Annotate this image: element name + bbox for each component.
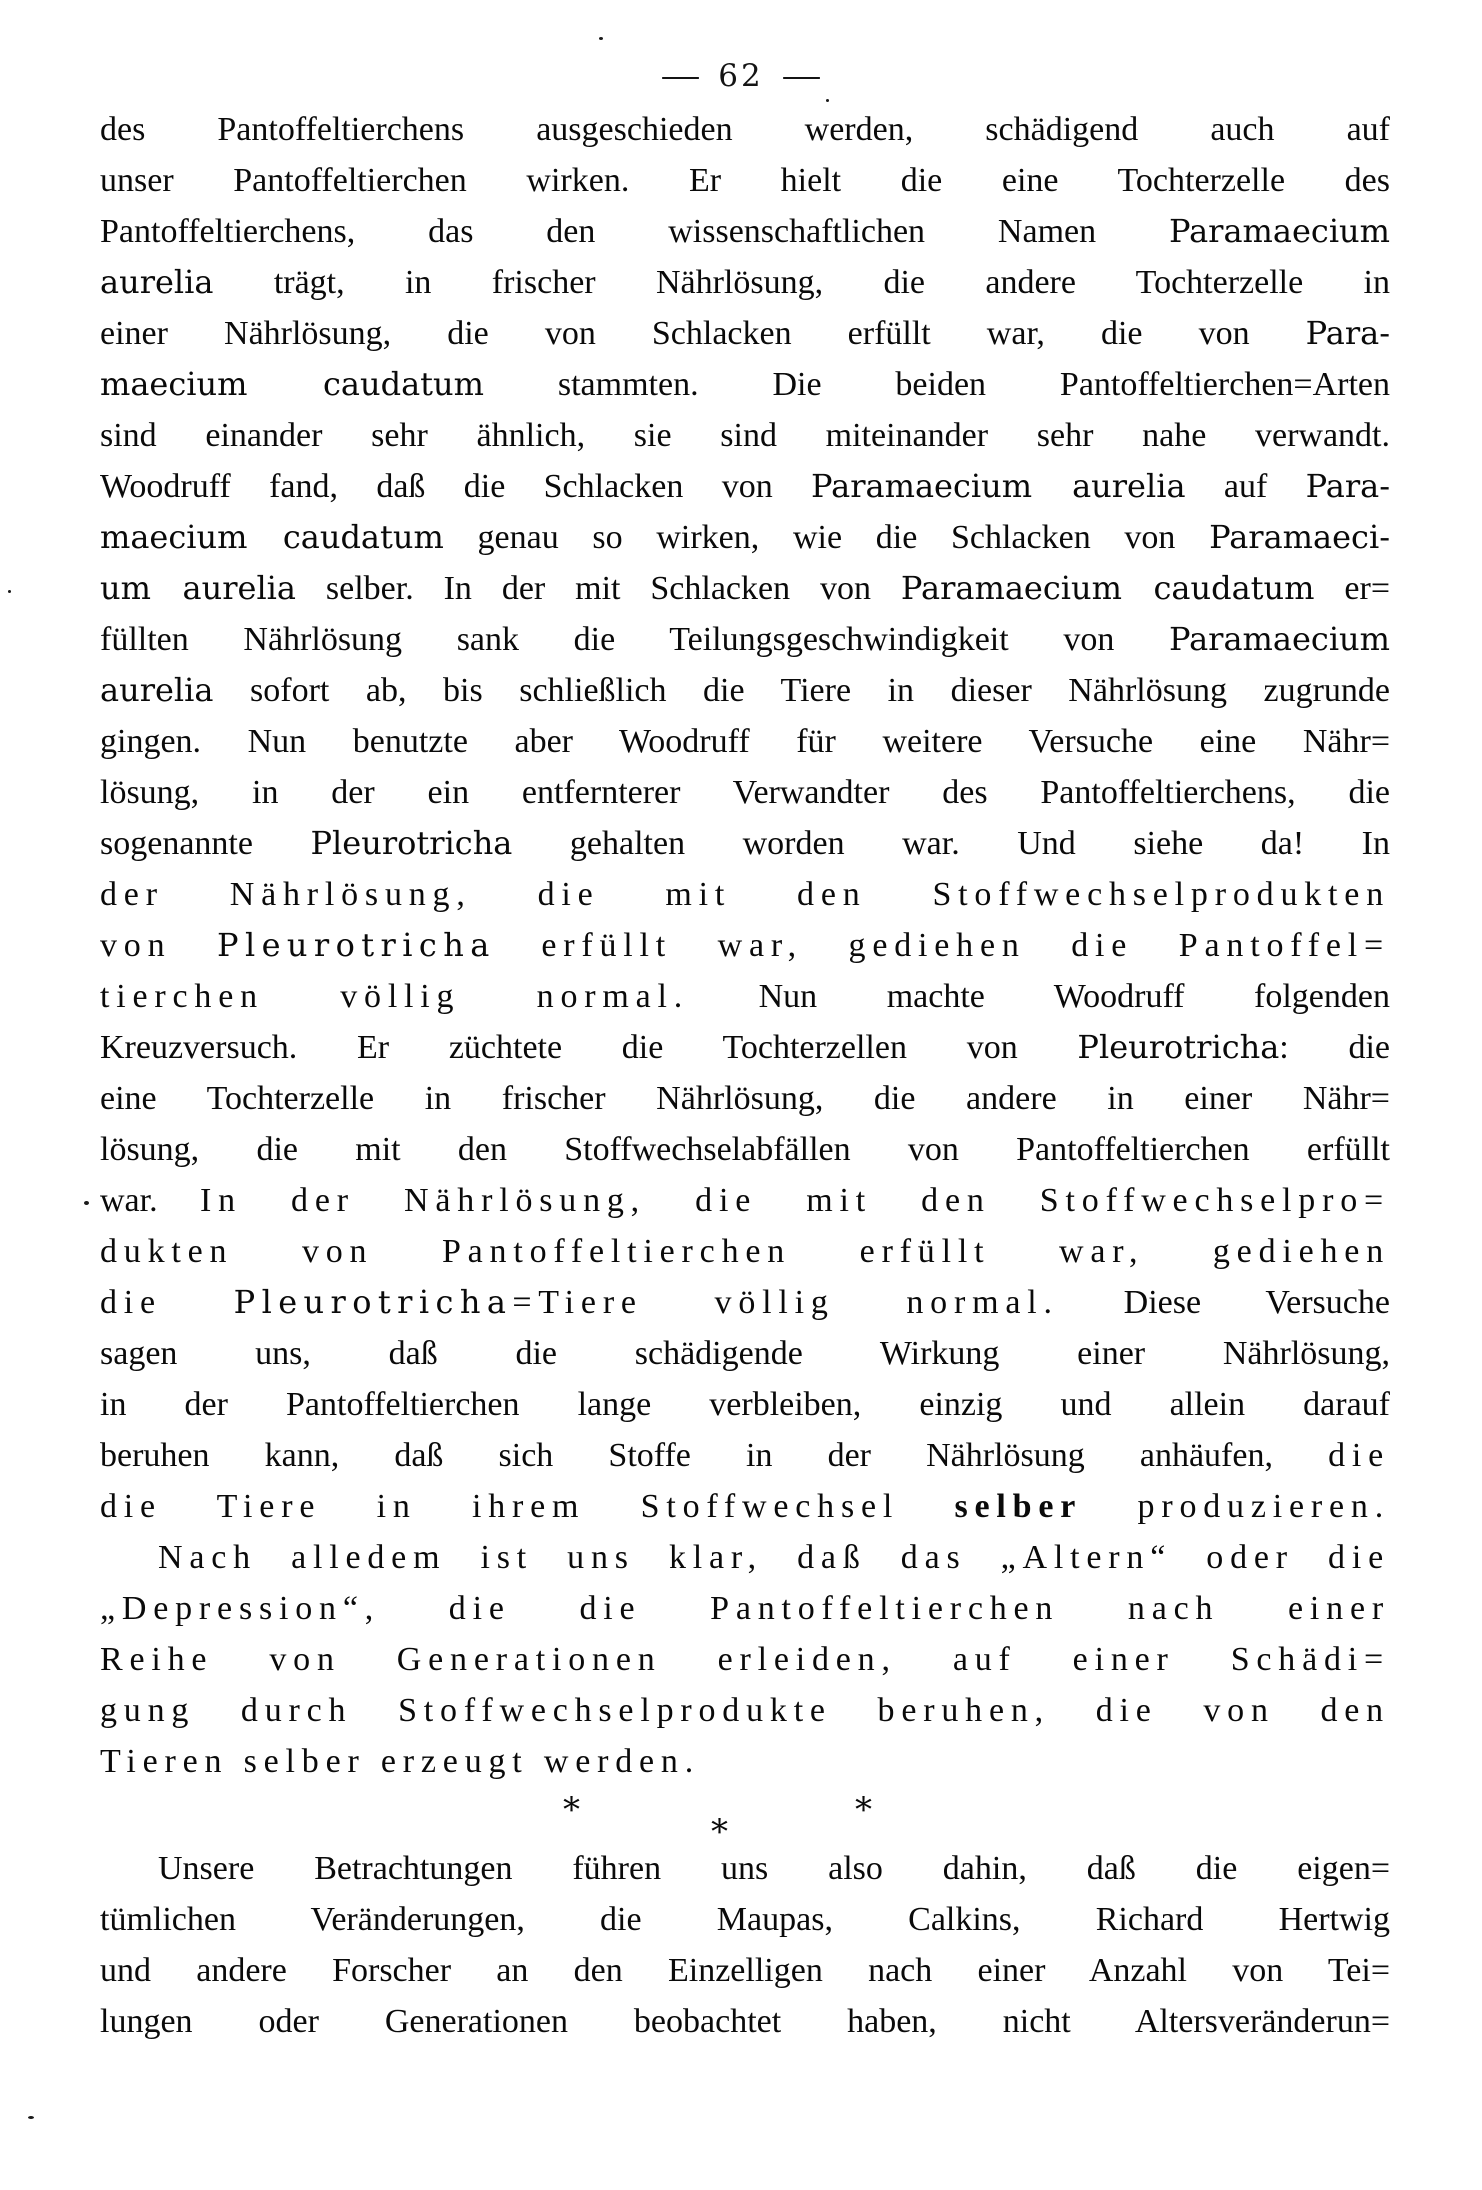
text-segment: Pleurotricha — [217, 926, 496, 964]
text-segment: in der Pantoffeltierchen lange verbleiben, einzig und allein darauf — [100, 1386, 1390, 1423]
text-segment: Paramaecium caudatum — [900, 569, 1315, 607]
text-segment: : die — [1279, 1029, 1390, 1066]
text-line — [100, 359, 1390, 410]
text-flow — [100, 104, 1390, 2047]
text-segment: stammten. Die beiden Pantoffeltierchen=Arten — [484, 366, 1390, 403]
text-segment: Nun machte Woodruff folgenden — [689, 978, 1390, 1015]
text-segment: lösung, in der ein entfernterer Verwandter des Pantoffeltierchens, die — [100, 774, 1390, 811]
text-segment: war. — [100, 1182, 200, 1219]
text-segment: gehalten worden war. Und siehe da! In — [512, 825, 1390, 862]
text-line — [100, 614, 1390, 665]
text-segment: Tieren selber erzeugt werden. — [100, 1743, 701, 1780]
page-header — [0, 58, 1482, 94]
text-line — [100, 512, 1390, 563]
text-line — [100, 971, 1390, 1022]
text-segment: Para- — [1305, 314, 1390, 352]
text-line — [100, 920, 1390, 971]
text-segment: Paramaecium aurelia — [811, 467, 1186, 505]
text-line — [100, 1175, 1390, 1226]
asterisk-glyph: * — [855, 1790, 872, 1830]
text-segment: Pleurotricha — [310, 824, 513, 862]
scan-speck — [28, 2116, 34, 2119]
text-segment: der Nährlösung, die mit den Stoffwechselprodukten — [100, 876, 1390, 913]
text-segment: Paramaecium — [1168, 620, 1390, 658]
text-segment: aurelia — [100, 263, 214, 301]
text-line — [100, 1894, 1390, 1945]
asterism-separator — [100, 1787, 1390, 1852]
text-line — [100, 461, 1390, 512]
text-segment: um aurelia — [100, 569, 296, 607]
paragraph — [100, 1532, 1390, 1787]
text-segment: aurelia — [100, 671, 214, 709]
text-segment: auf — [1185, 468, 1306, 505]
text-line — [100, 1430, 1390, 1481]
text-line — [100, 410, 1390, 461]
text-segment: Woodruff fand, daß die Schlacken von — [100, 468, 812, 505]
header-dash-right: — — [781, 58, 822, 94]
text-line — [100, 206, 1390, 257]
text-segment: die — [1328, 1437, 1390, 1474]
text-line — [100, 1226, 1390, 1277]
text-line — [100, 818, 1390, 869]
text-line — [100, 767, 1390, 818]
text-line — [100, 1379, 1390, 1430]
paragraph — [100, 104, 1390, 1532]
text-line — [100, 1532, 1390, 1583]
text-line — [100, 1481, 1390, 1532]
text-segment: erfüllt war, gediehen die Pantoffel= — [495, 927, 1390, 964]
text-line — [100, 563, 1390, 614]
text-segment: genau so wirken, wie die Schlacken von — [443, 519, 1210, 556]
asterisk-glyph: * — [711, 1812, 728, 1852]
text-segment: maecium caudatum — [100, 365, 484, 403]
asterisk-glyph: * — [563, 1790, 580, 1830]
text-line — [100, 869, 1390, 920]
text-segment: gingen. Nun benutzte aber Woodruff für weitere Versuche eine Nähr= — [100, 723, 1390, 760]
text-segment: Reihe von Generationen erleiden, auf einer Schädi= — [100, 1641, 1390, 1678]
text-segment: Pleurotricha — [233, 1283, 513, 1321]
header-dash-left: — — [660, 58, 701, 94]
scan-speck — [8, 590, 11, 593]
text-segment: die — [100, 1284, 234, 1321]
text-segment: Paramaecium — [1168, 212, 1390, 250]
scan-speck — [84, 1201, 89, 1205]
paragraph — [100, 1843, 1390, 2047]
text-segment: lungen oder Generationen beobachtet haben, nicht Altersveränderun= — [100, 2003, 1390, 2040]
text-line — [100, 1996, 1390, 2047]
text-segment: selber — [954, 1488, 1083, 1525]
text-line — [100, 1022, 1390, 1073]
text-segment: tierchen völlig normal. — [100, 978, 690, 1015]
text-segment: selber. In der mit Schlacken von — [296, 570, 901, 607]
text-segment: die Tiere in ihrem Stoffwechsel — [100, 1488, 955, 1525]
text-segment: Kreuzversuch. Er züchtete die Tochterzellen von — [100, 1029, 1078, 1066]
text-segment: Pleurotricha — [1077, 1028, 1280, 1066]
text-segment: lösung, die mit den Stoffwechselabfällen von Pantoffeltierchen erfüllt — [100, 1131, 1390, 1168]
text-segment: sagen uns, daß die schädigende Wirkung einer Nährlösung, — [100, 1335, 1390, 1372]
text-segment: Diese Versuche — [1058, 1284, 1390, 1321]
text-segment: eine Tochterzelle in frischer Nährlösung, die andere in einer Nähr= — [100, 1080, 1390, 1117]
text-segment: Unsere Betrachtungen führen uns also dahin, daß die eigen= — [158, 1850, 1390, 1887]
text-segment: Para- — [1305, 467, 1390, 505]
text-segment: er= — [1314, 570, 1390, 607]
text-line — [100, 257, 1390, 308]
text-segment: beruhen kann, daß sich Stoffe in der Nährlösung anhäufen, — [100, 1437, 1329, 1474]
scan-speck — [826, 99, 829, 102]
text-segment: sofort ab, bis schließlich die Tiere in dieser Nährlösung zugrunde — [213, 672, 1390, 709]
text-line — [100, 155, 1390, 206]
text-line — [100, 665, 1390, 716]
page-number: 62 — [718, 58, 764, 94]
text-segment: „Depression“, die die Pantoffeltierchen nach einer — [100, 1590, 1390, 1627]
text-segment: von — [100, 927, 218, 964]
text-segment: trägt, in frischer Nährlösung, die andere Tochterzelle in — [213, 264, 1390, 301]
text-segment: maecium caudatum — [100, 518, 444, 556]
text-segment: füllten Nährlösung sank die Teilungsgeschwindigkeit von — [100, 621, 1169, 658]
text-segment: einer Nährlösung, die von Schlacken erfüllt war, die von — [100, 315, 1306, 352]
text-line — [100, 308, 1390, 359]
text-segment: des Pantoffeltierchens ausgeschieden werden, schädigend auch auf — [100, 111, 1390, 148]
scan-speck — [599, 37, 603, 40]
text-segment: sind einander sehr ähnlich, sie sind miteinander sehr nahe verwandt. — [100, 417, 1390, 454]
text-line — [100, 1843, 1390, 1894]
text-segment: tümlichen Veränderungen, die Maupas, Calkins, Richard Hertwig — [100, 1901, 1390, 1938]
text-segment: Paramaeci- — [1209, 518, 1390, 556]
text-segment: gung durch Stoffwechselprodukte beruhen, die von den — [100, 1692, 1390, 1729]
text-line — [100, 1945, 1390, 1996]
text-segment: Nach alledem ist uns klar, daß das „Altern“ oder die — [158, 1539, 1390, 1576]
text-segment: =Tiere völlig normal. — [512, 1284, 1059, 1321]
text-line — [100, 104, 1390, 155]
text-segment: unser Pantoffeltierchen wirken. Er hielt die eine Tochterzelle des — [100, 162, 1390, 199]
text-segment: Pantoffeltierchens, das den wissenschaftlichen Namen — [100, 213, 1169, 250]
text-segment: produzieren. — [1082, 1488, 1390, 1525]
text-segment: sogenannte — [100, 825, 311, 862]
text-line — [100, 1685, 1390, 1736]
text-segment: dukten von Pantoffeltierchen erfüllt war, gediehen — [100, 1233, 1390, 1270]
text-line — [100, 1583, 1390, 1634]
text-line — [100, 1277, 1390, 1328]
text-segment: In der Nährlösung, die mit den Stoffwechselpro= — [199, 1182, 1390, 1219]
text-line — [100, 1634, 1390, 1685]
text-line — [100, 1736, 1390, 1787]
text-segment: und andere Forscher an den Einzelligen nach einer Anzahl von Tei= — [100, 1952, 1390, 1989]
text-line — [100, 1124, 1390, 1175]
text-line — [100, 1073, 1390, 1124]
text-line — [100, 716, 1390, 767]
text-line — [100, 1328, 1390, 1379]
